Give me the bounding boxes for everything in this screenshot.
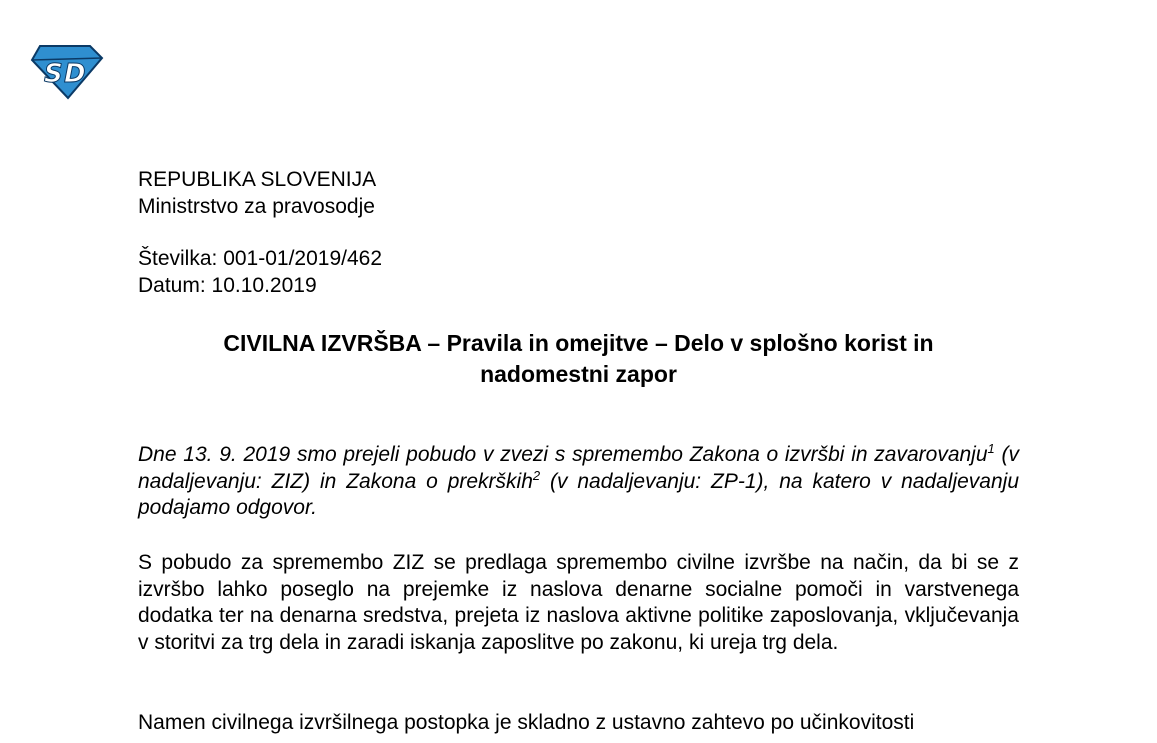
title-line-1: CIVILNA IZVRŠBA – Pravila in omejitve – Delo v splošno korist in	[223, 330, 934, 356]
sd-diamond-logo-icon	[30, 42, 104, 100]
title-line-2: nadomestni zapor	[480, 361, 677, 387]
footnote-marker-1[interactable]: 1	[987, 441, 995, 456]
paragraph-intro-part-2: (v nadaljevanju: ZIZ) in Zakona o prekrških	[138, 443, 1020, 493]
paragraph-intro	[138, 442, 1019, 522]
document-date: Datum: 10.10.2019	[138, 274, 317, 297]
header-republic: REPUBLIKA SLOVENIJA	[138, 168, 377, 191]
header-ministry: Ministrstvo za pravosodje	[138, 195, 375, 218]
document-meta	[138, 245, 382, 299]
document-header	[138, 166, 376, 220]
logo-letter-d: D	[64, 59, 86, 89]
footnote-marker-2[interactable]: 2	[532, 467, 541, 483]
document-number: Številka: 001-01/2019/462	[138, 247, 383, 270]
paragraph-purpose: Namen civilnega izvršilnega postopka je skladno z ustavno zahtevo po učinkovitosti	[138, 711, 915, 734]
document-title	[138, 328, 1019, 390]
paragraph-intro-part-3: (v nadaljevanju: ZP-1), na katero v nadaljevanju podajamo odgovor.	[138, 469, 1019, 519]
logo-letter-s: S	[44, 59, 63, 89]
paragraph-proposal: S pobudo za spremembo ZIZ se predlaga spremembo civilne izvršbe na način, da bi se z izvršbo lahko poseglo na prejemke iz naslova denarne socialne pomoči in varstvenega dodatka ter na denarna sredstva, prejeta iz naslova aktivne politike zaposlovanja, vključevanja v storitvi za trg dela in zaradi iskanja zaposlitve po zakonu, ki ureja trg dela.	[138, 551, 1019, 654]
paragraph-intro-part-1: Dne 13. 9. 2019 smo prejeli pobudo v zvezi s spremembo Zakona o izvršbi in zavarovanju	[138, 443, 988, 466]
